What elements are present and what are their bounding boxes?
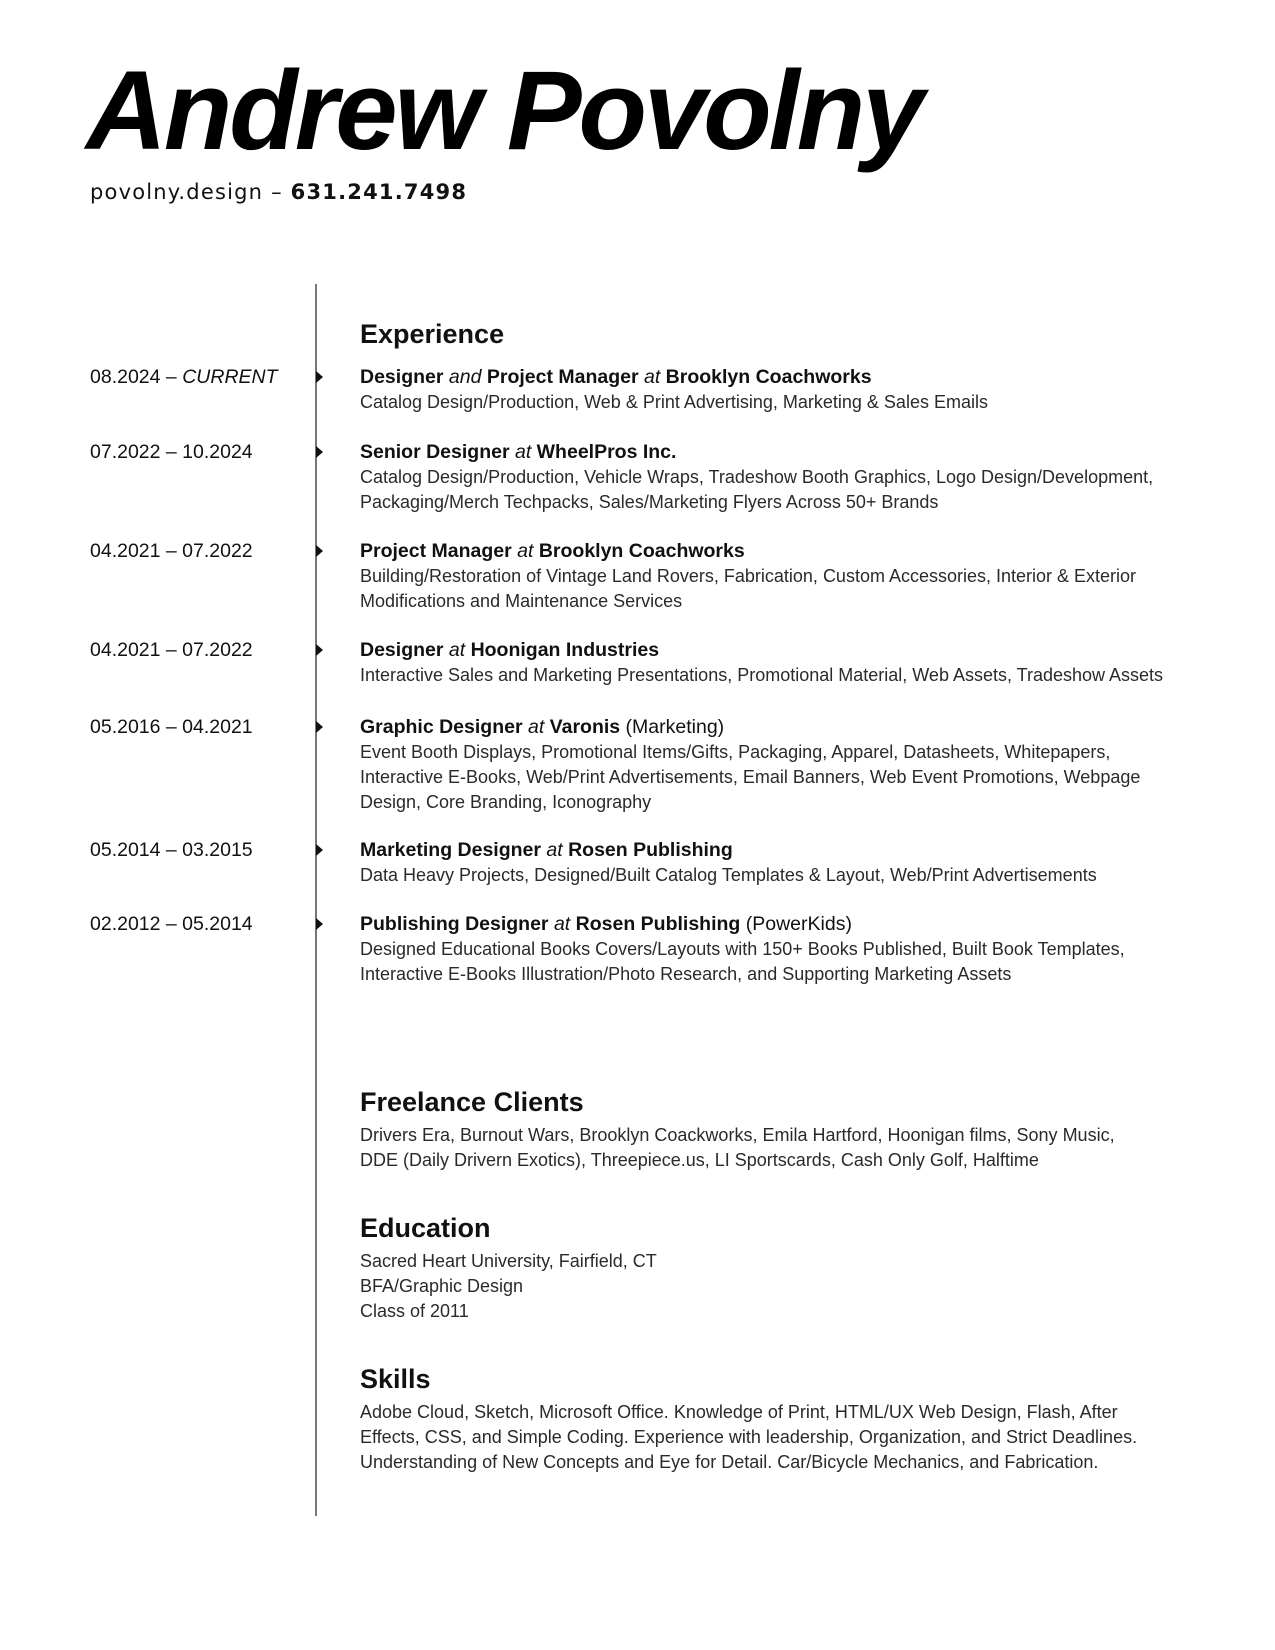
job-title: Graphic Designer at Varonis (Marketing): [360, 716, 725, 738]
job-dates: 08.2024 – CURRENT: [90, 366, 278, 388]
resume-name: Andrew Povolny: [86, 48, 922, 173]
job-dates: 04.2021 – 07.2022: [90, 540, 253, 562]
job-entry: [360, 714, 1180, 815]
website-link[interactable]: povolny.design: [90, 180, 264, 204]
skills-details: Adobe Cloud, Sketch, Microsoft Office. Knowledge of Print, HTML/UX Web Design, Flash, After Effects, CSS, and Simple Coding. Experience with leadership, Organization, and Strict Deadlines. Understanding of New Concepts and Eye for Detail. Car/Bicycle Mechanics, and Fabrication.: [360, 1402, 1138, 1472]
timeline-arrow-icon: [316, 844, 323, 856]
job-entry: [360, 637, 1180, 688]
freelance-clients-list: Drivers Era, Burnout Wars, Brooklyn Coackworks, Emila Hartford, Hoonigan films, Sony Music, DDE (Daily Drivern Exotics), Threepiece.us, LI Sportscards, Cash Only Golf, Halftime: [360, 1125, 1115, 1170]
job-description: Data Heavy Projects, Designed/Built Catalog Templates & Layout, Web/Print Advertisements: [360, 865, 1097, 885]
job-title: Designer at Hoonigan Industries: [360, 639, 660, 661]
education-heading: Education: [360, 1213, 491, 1243]
job-dates: 04.2021 – 07.2022: [90, 639, 253, 661]
education-details: Sacred Heart University, Fairfield, CT BFA/Graphic Design Class of 2011: [360, 1251, 657, 1321]
job-title: Marketing Designer at Rosen Publishing: [360, 839, 733, 861]
job-description: Building/Restoration of Vintage Land Rovers, Fabrication, Custom Accessories, Interior & Exterior Modifications and Maintenance Services: [360, 566, 1137, 611]
experience-heading: Experience: [360, 319, 505, 349]
contact-separator: –: [271, 180, 283, 204]
timeline-arrow-icon: [316, 371, 323, 383]
job-entry: [360, 439, 1180, 515]
job-entry: [360, 837, 1180, 888]
timeline-arrow-icon: [316, 644, 323, 656]
skills-heading: Skills: [360, 1364, 431, 1394]
timeline-arrow-icon: [316, 545, 323, 557]
job-description: Event Booth Displays, Promotional Items/Gifts, Packaging, Apparel, Datasheets, Whitepapers, Interactive E-Books, Web/Print Advertisements, Email Banners, Web Event Promotions, Webpage Design, Core Branding, Iconography: [360, 742, 1141, 812]
contact-line: [90, 180, 467, 204]
job-title: Publishing Designer at Rosen Publishing (PowerKids): [360, 913, 852, 935]
timeline-arrow-icon: [316, 446, 323, 458]
job-entry: [360, 364, 1180, 415]
job-dates: 07.2022 – 10.2024: [90, 441, 253, 463]
timeline-arrow-icon: [316, 918, 323, 930]
job-entry: [360, 538, 1180, 614]
job-description: Designed Educational Books Covers/Layouts with 150+ Books Published, Built Book Templates, Interactive E-Books Illustration/Photo Research, and Supporting Marketing Assets: [360, 939, 1125, 984]
job-description: Interactive Sales and Marketing Presentations, Promotional Material, Web Assets, Tradeshow Assets: [360, 665, 1164, 685]
timeline-arrow-icon: [316, 721, 323, 733]
phone-number[interactable]: 631.241.7498: [290, 180, 468, 204]
job-description: Catalog Design/Production, Web & Print Advertising, Marketing & Sales Emails: [360, 392, 988, 412]
job-dates: 05.2014 – 03.2015: [90, 839, 253, 861]
job-title: Senior Designer at WheelPros Inc.: [360, 441, 677, 463]
job-dates: 05.2016 – 04.2021: [90, 716, 253, 738]
timeline-line: [315, 284, 317, 1516]
job-title: Project Manager at Brooklyn Coachworks: [360, 540, 745, 562]
job-title: Designer and Project Manager at Brooklyn Coachworks: [360, 366, 872, 388]
job-dates: 02.2012 – 05.2014: [90, 913, 253, 935]
job-description: Catalog Design/Production, Vehicle Wraps, Tradeshow Booth Graphics, Logo Design/Development, Packaging/Merch Techpacks, Sales/Marketing Flyers Across 50+ Brands: [360, 467, 1154, 512]
job-entry: [360, 911, 1180, 987]
freelance-heading: Freelance Clients: [360, 1087, 584, 1117]
